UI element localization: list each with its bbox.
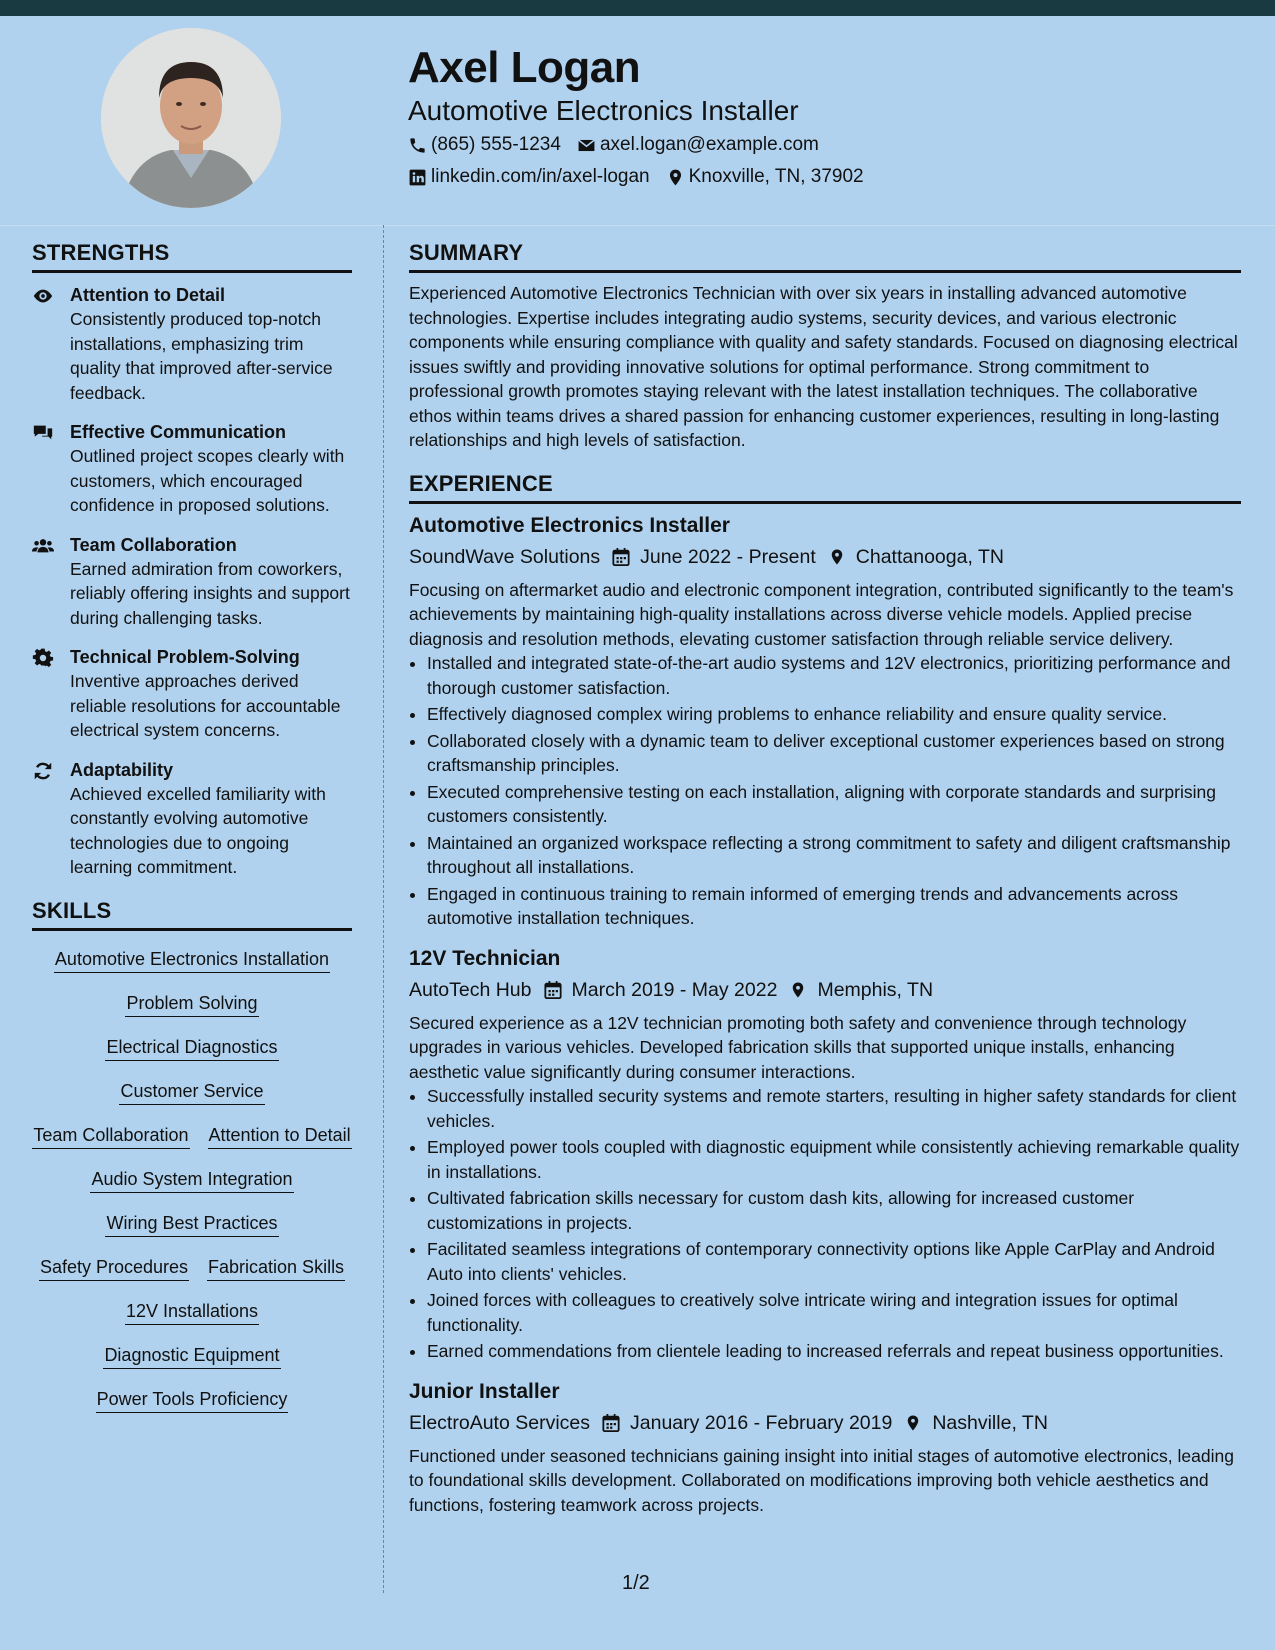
job-desc: Focusing on aftermarket audio and electronic component integration, contributed significantly to the team's achievements by maintaining high-quality installations across diverse vehicle models. Applied precise diagnosis and resolution methods, elevating customer satisfaction through reliable service delivery. bbox=[409, 579, 1234, 649]
skill-tag: Audio System Integration bbox=[90, 1166, 293, 1193]
skill-tag: Customer Service bbox=[119, 1078, 264, 1105]
job-company: AutoTech Hub bbox=[409, 978, 532, 1001]
strength-desc: Outlined project scopes clearly with customers, which encouraged confidence in proposed solutions. bbox=[70, 446, 345, 515]
skill-tag: Electrical Diagnostics bbox=[105, 1034, 278, 1061]
strength-title: Effective Communication bbox=[70, 422, 287, 442]
job-title: Automotive Electronics Installer bbox=[409, 513, 730, 537]
contact-row-1 bbox=[408, 134, 819, 156]
phone-text: (865) 555-1234 bbox=[431, 134, 561, 155]
summary-text: Experienced Automotive Electronics Technician with over six years in installing advanced automotive technologies. Expertise includes integrating audio systems, security devices, and various electronic components while ensuring compliance with quality and safety standards. Focused on diagnosing electrical issues swiftly and providing innovative solutions for optimal performance. Strong commitment to professional growth promotes staying relevant with the latest installation techniques. The collaborative ethos within teams drives a shared passion for enhancing customer experiences, resulting in long-lasting relationships and high levels of satisfaction. bbox=[409, 283, 1238, 450]
right-column bbox=[409, 240, 1241, 1533]
strength-title: Attention to Detail bbox=[70, 285, 225, 305]
bullet-item: • Earned commendations from clientele leading to increased referrals and repeat business opportunities. bbox=[427, 1339, 1241, 1364]
map-pin-icon bbox=[666, 168, 685, 187]
bullet-item: • Employed power tools coupled with diagnostic equipment while consistently achieving remarkable quality in installations. bbox=[427, 1135, 1241, 1184]
bullet-item: • Installed and integrated state-of-the-art audio systems and 12V electronics, prioritizing performance and thorough customer satisfaction. bbox=[427, 651, 1241, 700]
skill-tag: Fabrication Skills bbox=[207, 1254, 345, 1281]
skill-tag: Safety Procedures bbox=[39, 1254, 189, 1281]
strength-item bbox=[32, 645, 352, 743]
bullet-item: • Maintained an organized workspace reflecting a strong commitment to safety and diligent craftsmanship throughout all installations. bbox=[427, 831, 1241, 880]
job-location: Nashville, TN bbox=[932, 1411, 1048, 1434]
email-text: axel.logan@example.com bbox=[599, 134, 819, 155]
profile-photo bbox=[101, 28, 281, 208]
job-desc: Secured experience as a 12V technician promoting both safety and convenience through technology upgrades in various vehicles. Developed fabrication skills that supported unique installs, enhancing aesthetic value significantly during consumer interactions. bbox=[409, 1012, 1187, 1082]
strength-desc: Consistently produced top-notch installations, emphasizing trim quality that improved after-service feedback. bbox=[70, 309, 333, 403]
skill-tag: Automotive Electronics Installation bbox=[54, 946, 330, 973]
job-bullets bbox=[409, 651, 1241, 931]
bullet-item: • Facilitated seamless integrations of contemporary connectivity options like Apple CarPlay and Android Auto into clients' vehicles. bbox=[427, 1237, 1241, 1286]
location-contact bbox=[666, 166, 864, 188]
job-entry bbox=[409, 512, 1241, 931]
email-contact[interactable] bbox=[577, 134, 819, 156]
job-title: 12V Technician bbox=[409, 946, 561, 970]
refresh-icon bbox=[32, 760, 54, 782]
bullet-item: • Cultivated fabrication skills necessary for custom dash kits, allowing for increased customer customizations in projects. bbox=[427, 1186, 1241, 1235]
job-meta bbox=[409, 542, 1241, 572]
job-meta bbox=[409, 975, 1241, 1005]
page-number: 1/2 bbox=[622, 1572, 650, 1594]
job-dates: March 2019 - May 2022 bbox=[571, 978, 778, 1001]
strength-item bbox=[32, 533, 352, 631]
phone-contact[interactable] bbox=[408, 134, 561, 156]
strength-item bbox=[32, 283, 352, 405]
bullet-item: • Joined forces with colleagues to creatively solve intricate wiring and integration issues for optimal functionality. bbox=[427, 1288, 1241, 1337]
skill-tag: Problem Solving bbox=[125, 990, 258, 1017]
job-location: Memphis, TN bbox=[817, 978, 934, 1001]
job-entry bbox=[409, 945, 1241, 1364]
skill-tag: 12V Installations bbox=[125, 1298, 259, 1325]
linkedin-icon bbox=[408, 168, 427, 187]
gear-icon bbox=[32, 647, 54, 669]
skill-tag: Attention to Detail bbox=[208, 1122, 352, 1149]
candidate-title: Automotive Electronics Installer bbox=[408, 95, 799, 126]
linkedin-contact[interactable] bbox=[408, 166, 650, 188]
top-bar bbox=[0, 0, 1275, 16]
strength-title: Technical Problem-Solving bbox=[70, 647, 300, 667]
strength-title: Team Collaboration bbox=[70, 534, 237, 555]
calendar-icon bbox=[602, 1413, 620, 1433]
calendar-icon bbox=[544, 980, 562, 1000]
skill-tag: Diagnostic Equipment bbox=[103, 1342, 280, 1369]
bullet-item: • Successfully installed security systems and remote starters, resulting in higher safety standards for client vehicles. bbox=[427, 1084, 1241, 1133]
job-dates: June 2022 - Present bbox=[640, 545, 816, 568]
left-column bbox=[32, 240, 352, 1425]
strength-desc: Earned admiration from coworkers, reliably offering insights and support during challenging tasks. bbox=[70, 558, 350, 628]
eye-icon bbox=[32, 285, 54, 307]
skill-tag: Team Collaboration bbox=[32, 1122, 189, 1149]
location-text: Knoxville, TN, 37902 bbox=[688, 166, 864, 187]
skill-tag: Wiring Best Practices bbox=[105, 1210, 278, 1237]
job-dates: January 2016 - February 2019 bbox=[630, 1411, 893, 1434]
strength-desc: Achieved excelled familiarity with constantly evolving automotive technologies due to ongoing learning commitment. bbox=[70, 783, 326, 877]
resume-header bbox=[0, 16, 1275, 226]
map-pin-icon bbox=[904, 1413, 922, 1433]
job-meta bbox=[409, 1408, 1241, 1438]
skill-tag: Power Tools Proficiency bbox=[96, 1386, 289, 1413]
envelope-icon bbox=[577, 136, 596, 155]
experience-heading: EXPERIENCE bbox=[409, 471, 1241, 504]
linkedin-text: linkedin.com/in/axel-logan bbox=[431, 166, 650, 187]
job-title: Junior Installer bbox=[409, 1379, 560, 1403]
candidate-name: Axel Logan bbox=[408, 43, 641, 92]
phone-icon bbox=[408, 136, 427, 155]
map-pin-icon bbox=[789, 980, 807, 1000]
skills-heading: SKILLS bbox=[32, 898, 352, 931]
job-company: SoundWave Solutions bbox=[409, 545, 601, 568]
strength-desc: Inventive approaches derived reliable resolutions for accountable electrical system concerns. bbox=[70, 671, 341, 740]
contact-row-2 bbox=[408, 166, 864, 188]
bullet-item: • Effectively diagnosed complex wiring problems to enhance reliability and ensure quality service. bbox=[427, 702, 1241, 727]
bullet-item: • Collaborated closely with a dynamic team to deliver exceptional customer experiences based on strong craftsmanship principles. bbox=[427, 729, 1241, 778]
strengths-heading: STRENGTHS bbox=[32, 240, 352, 273]
job-desc: Functioned under seasoned technicians gaining insight into initial stages of automotive electronics, leading to foundational skills development. Collaborated on modifications improving both vehicle aesthetics and functions, fostering teamwork across projects. bbox=[409, 1445, 1234, 1515]
column-divider bbox=[383, 225, 384, 1593]
map-pin-icon bbox=[828, 547, 846, 567]
skills-list bbox=[32, 941, 352, 1425]
bullet-item: • Executed comprehensive testing on each installation, aligning with corporate standards and surprising customers consistently. bbox=[427, 780, 1241, 829]
users-icon bbox=[32, 535, 54, 557]
calendar-icon bbox=[612, 547, 630, 567]
job-entry bbox=[409, 1378, 1241, 1518]
job-bullets bbox=[409, 1084, 1241, 1364]
comments-icon bbox=[32, 422, 54, 444]
bullet-item: • Engaged in continuous training to remain informed of emerging trends and advancements across automotive installation techniques. bbox=[427, 882, 1241, 931]
strength-item bbox=[32, 420, 352, 518]
job-company: ElectroAuto Services bbox=[409, 1411, 590, 1434]
summary-heading: SUMMARY bbox=[409, 240, 1241, 273]
strength-item bbox=[32, 758, 352, 880]
strength-title: Adaptability bbox=[70, 759, 174, 780]
job-location: Chattanooga, TN bbox=[855, 545, 1004, 568]
